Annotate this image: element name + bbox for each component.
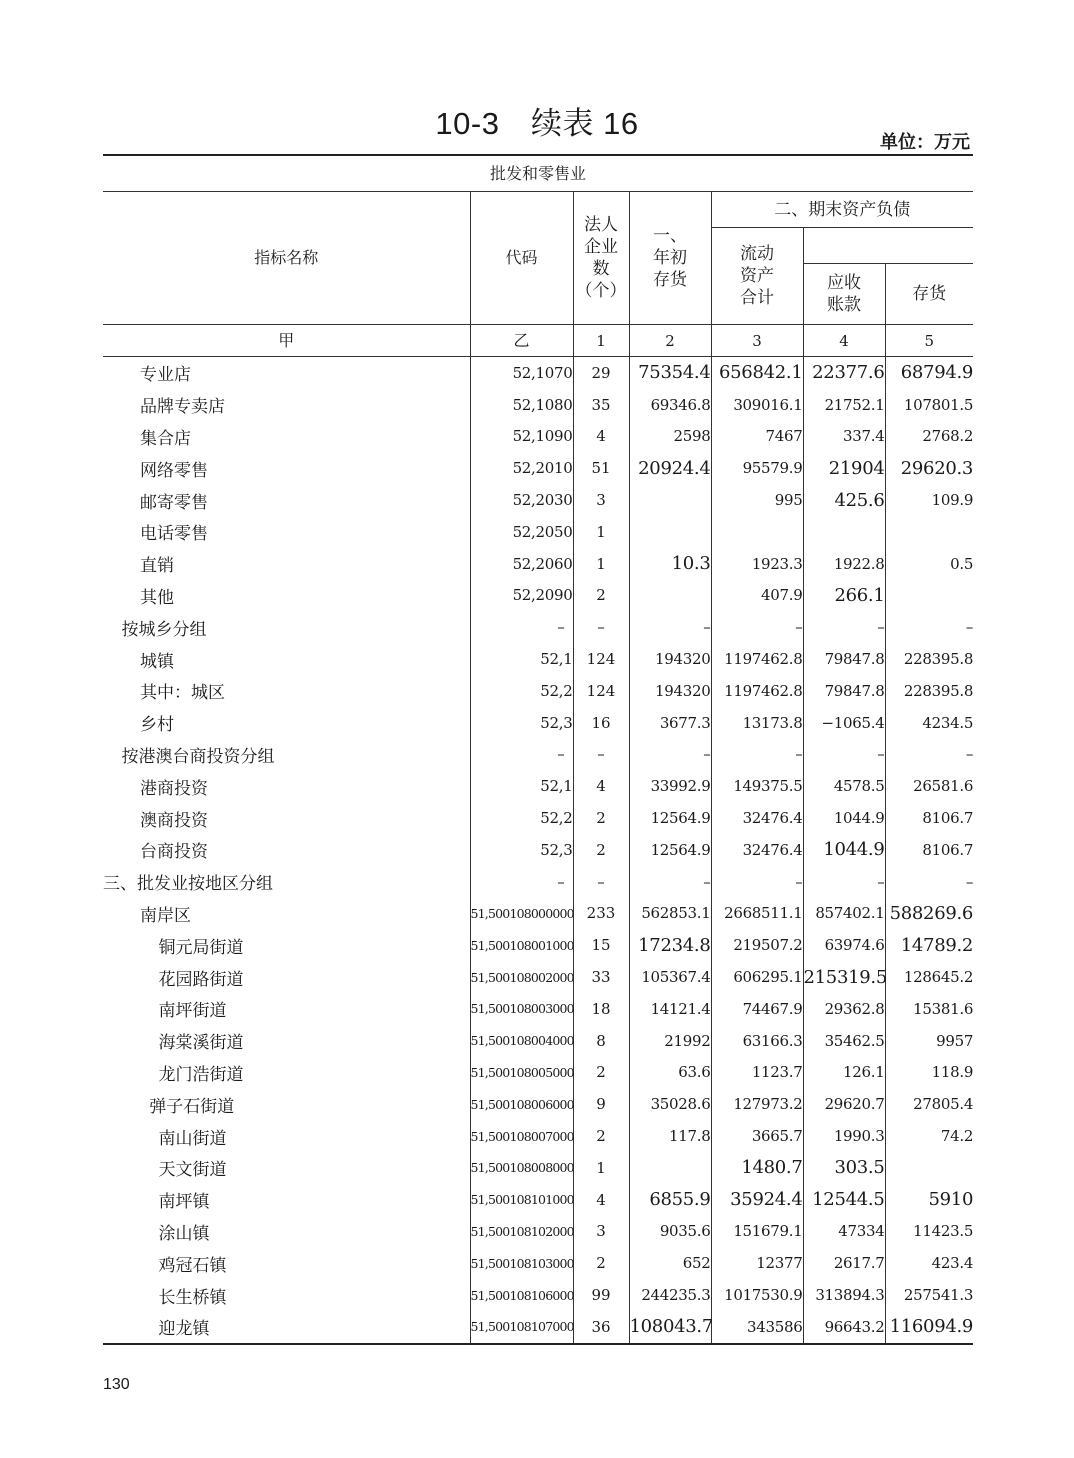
page-number: 130 <box>103 1376 130 1393</box>
row-name: 三、批发业按地区分组 <box>103 874 273 895</box>
table-row <box>103 1057 973 1089</box>
row-count: 35 <box>573 389 629 421</box>
row-value-2: 244235.3 <box>629 1279 711 1311</box>
table-row <box>103 707 973 739</box>
row-code: 51,500108000000 <box>470 898 573 930</box>
table-row <box>103 739 973 771</box>
row-count: 16 <box>573 707 629 739</box>
index-cell: 3 <box>711 325 803 357</box>
row-name: 南坪镇 <box>158 1192 210 1213</box>
row-value-3: 2668511.1 <box>711 898 803 930</box>
row-value-5: 68794.9 <box>885 357 973 389</box>
row-name: 港商投资 <box>140 778 208 799</box>
row-count: 36 <box>573 1311 629 1344</box>
row-code: 52,2050 <box>470 516 573 548</box>
row-value-3: 32476.4 <box>711 802 803 834</box>
row-value-5: 9957 <box>885 1025 973 1057</box>
row-code: 52,2 <box>470 675 573 707</box>
row-value-4: – <box>803 739 885 771</box>
row-count: 124 <box>573 675 629 707</box>
row-value-2: 63.6 <box>629 1057 711 1089</box>
row-value-3: 219507.2 <box>711 929 803 961</box>
table-row <box>103 357 973 389</box>
row-code: 51,500108001000 <box>470 929 573 961</box>
row-name: 天文街道 <box>158 1160 227 1181</box>
row-value-2: – <box>629 866 711 898</box>
row-value-2: 10.3 <box>629 548 711 580</box>
row-value-5: 228395.8 <box>885 675 973 707</box>
row-name: 其中：城区 <box>140 683 225 704</box>
row-name: 海棠溪街道 <box>158 1033 244 1054</box>
row-value-5: 4234.5 <box>885 707 973 739</box>
row-name: 迎龙镇 <box>103 1311 470 1344</box>
row-value-3: – <box>711 611 803 643</box>
row-name: 直销 <box>140 556 174 577</box>
row-name: 按城乡分组 <box>121 619 207 640</box>
row-value-4: 21752.1 <box>803 389 885 421</box>
row-code: 51,500108004000 <box>470 1025 573 1057</box>
row-name: 按港澳台商投资分组 <box>121 746 275 767</box>
row-value-4: 2617.7 <box>803 1247 885 1279</box>
row-value-5: 15381.6 <box>885 993 973 1025</box>
row-value-5: 257541.3 <box>885 1279 973 1311</box>
table-row <box>103 1088 973 1120</box>
row-code: 52,2090 <box>470 580 573 612</box>
row-value-5: 14789.2 <box>885 929 973 961</box>
row-value-4 <box>803 516 885 548</box>
table-row <box>103 834 973 866</box>
row-count: 9 <box>573 1088 629 1120</box>
row-code: 52,1090 <box>470 421 573 453</box>
row-value-3: 151679.1 <box>711 1216 803 1248</box>
row-value-5: 588269.6 <box>885 898 973 930</box>
row-value-3: 3665.7 <box>711 1120 803 1152</box>
row-value-3: 1480.7 <box>711 1152 803 1184</box>
row-name: 涂山镇 <box>158 1223 210 1244</box>
row-value-3: 95579.9 <box>711 452 803 484</box>
row-code: 51,500108003000 <box>470 993 573 1025</box>
row-value-2: 69346.8 <box>629 389 711 421</box>
page-title: 10-3 续表 16 <box>435 106 639 141</box>
index-cell: 甲 <box>103 325 470 357</box>
row-value-5: 8106.7 <box>885 802 973 834</box>
row-value-2: 14121.4 <box>629 993 711 1025</box>
row-count: 2 <box>573 1247 629 1279</box>
row-value-3: 74467.9 <box>711 993 803 1025</box>
row-count: – <box>573 866 629 898</box>
row-value-3: 1123.7 <box>711 1057 803 1089</box>
row-count: – <box>573 739 629 771</box>
header-current-assets: 流动 资产 合计 <box>711 228 803 325</box>
row-value-2 <box>629 580 711 612</box>
row-value-3: 12377 <box>711 1247 803 1279</box>
row-count: 4 <box>573 770 629 802</box>
row-name: 花园路街道 <box>158 969 244 990</box>
row-code: 51,500108005000 <box>470 1057 573 1089</box>
row-name: 南岸区 <box>140 905 191 926</box>
row-value-4: 337.4 <box>803 421 885 453</box>
row-value-2: 20924.4 <box>629 452 711 484</box>
row-code: 51,500108002000 <box>470 961 573 993</box>
row-value-4: – <box>803 866 885 898</box>
row-value-2: 6855.9 <box>629 1184 711 1216</box>
row-value-4: 22377.6 <box>803 357 885 389</box>
row-value-3: 149375.5 <box>711 770 803 802</box>
table-row <box>103 1152 973 1184</box>
row-name: 南坪街道 <box>158 1001 227 1022</box>
row-value-4: 29620.7 <box>803 1088 885 1120</box>
row-count: 4 <box>573 1184 629 1216</box>
row-value-2: 562853.1 <box>629 898 711 930</box>
row-value-2: 105367.4 <box>629 961 711 993</box>
row-count: 2 <box>573 802 629 834</box>
header-opening-inventory: 一、 年初 存货 <box>629 192 711 325</box>
row-value-2: 21992 <box>629 1025 711 1057</box>
row-value-4: 35462.5 <box>803 1025 885 1057</box>
row-value-4: 96643.2 <box>803 1311 885 1344</box>
table-row <box>103 675 973 707</box>
row-value-5: – <box>885 739 973 771</box>
row-value-2: 33992.9 <box>629 770 711 802</box>
row-value-2: – <box>629 739 711 771</box>
row-code: 52,2060 <box>470 548 573 580</box>
row-value-4: 79847.8 <box>803 643 885 675</box>
row-value-2: 75354.4 <box>629 357 711 389</box>
index-cell: 乙 <box>470 325 573 357</box>
row-value-4: 4578.5 <box>803 770 885 802</box>
row-value-2: 194320 <box>629 643 711 675</box>
header-count: 法人 企业 数 （个） <box>573 192 629 325</box>
row-value-2: 35028.6 <box>629 1088 711 1120</box>
row-value-5: 128645.2 <box>885 961 973 993</box>
row-count: 3 <box>573 484 629 516</box>
table-row <box>103 1216 973 1248</box>
row-count: 2 <box>573 1057 629 1089</box>
row-code: 52,1 <box>470 643 573 675</box>
row-value-2 <box>629 516 711 548</box>
row-value-3: 1017530.9 <box>711 1279 803 1311</box>
table-row <box>103 993 973 1025</box>
row-value-3: – <box>711 739 803 771</box>
row-count: 2 <box>573 834 629 866</box>
index-cell: 1 <box>573 325 629 357</box>
row-value-4: 266.1 <box>803 580 885 612</box>
row-code: 51,500108006000 <box>470 1088 573 1120</box>
row-value-4: 1044.9 <box>803 834 885 866</box>
row-count: 3 <box>573 1216 629 1248</box>
row-value-3: 656842.1 <box>711 357 803 389</box>
row-name: 网络零售 <box>140 460 208 481</box>
row-value-3: 63166.3 <box>711 1025 803 1057</box>
row-name: 专业店 <box>140 365 191 386</box>
row-value-3 <box>711 516 803 548</box>
row-value-3: 1197462.8 <box>711 643 803 675</box>
header-balance-group: 二、期末资产负债 <box>711 192 973 228</box>
row-code: 52,2030 <box>470 484 573 516</box>
table-row <box>103 421 973 453</box>
table-row <box>103 929 973 961</box>
index-cell: 5 <box>885 325 973 357</box>
row-value-4: 29362.8 <box>803 993 885 1025</box>
row-value-3: 995 <box>711 484 803 516</box>
row-name: 弹子石街道 <box>149 1096 235 1117</box>
row-count: 2 <box>573 580 629 612</box>
row-name: 邮寄零售 <box>140 492 208 513</box>
row-code: 51,500108007000 <box>470 1120 573 1152</box>
row-value-5: 228395.8 <box>885 643 973 675</box>
row-value-4: 857402.1 <box>803 898 885 930</box>
row-name: 品牌专卖店 <box>140 397 225 418</box>
row-code: 52,1080 <box>470 389 573 421</box>
row-value-5: 11423.5 <box>885 1216 973 1248</box>
row-value-5: 423.4 <box>885 1247 973 1279</box>
row-value-4: 126.1 <box>803 1057 885 1089</box>
row-count: 1 <box>573 548 629 580</box>
row-code: 52,3 <box>470 707 573 739</box>
row-name: 铜元局街道 <box>158 937 244 958</box>
row-value-3: 35924.4 <box>711 1184 803 1216</box>
row-value-3: 606295.1 <box>711 961 803 993</box>
row-value-3: 343586 <box>711 1311 803 1344</box>
row-value-2: 12564.9 <box>629 834 711 866</box>
row-value-5: – <box>885 866 973 898</box>
table-row <box>103 516 973 548</box>
table-row <box>103 484 973 516</box>
row-code: 52,1070 <box>470 357 573 389</box>
row-name: 长生桥镇 <box>158 1287 227 1308</box>
table-row <box>103 1184 973 1216</box>
row-value-4: 215319.5 <box>803 961 885 993</box>
table-row <box>103 898 973 930</box>
row-count: – <box>573 611 629 643</box>
row-count: 2 <box>573 1120 629 1152</box>
row-value-3: 1197462.8 <box>711 675 803 707</box>
row-code: 51,500108103000 <box>470 1247 573 1279</box>
table-row <box>103 1311 973 1344</box>
row-value-3: 127973.2 <box>711 1088 803 1120</box>
row-value-3: 1923.3 <box>711 548 803 580</box>
row-name: 集合店 <box>140 428 191 449</box>
row-value-4: −1065.4 <box>803 707 885 739</box>
index-cell: 4 <box>803 325 885 357</box>
row-count: 4 <box>573 421 629 453</box>
row-name: 台商投资 <box>140 842 208 863</box>
row-value-5: 74.2 <box>885 1120 973 1152</box>
row-count: 233 <box>573 898 629 930</box>
header-receivables: 应收 账款 <box>803 264 885 325</box>
row-code: 52,3 <box>470 834 573 866</box>
row-value-3: 7467 <box>711 421 803 453</box>
row-value-5: 109.9 <box>885 484 973 516</box>
row-name: 其他 <box>140 587 174 608</box>
row-value-3: 407.9 <box>711 580 803 612</box>
row-count: 1 <box>573 516 629 548</box>
row-value-2 <box>629 1152 711 1184</box>
index-cell: 2 <box>629 325 711 357</box>
row-value-5: 2768.2 <box>885 421 973 453</box>
row-count: 1 <box>573 1152 629 1184</box>
table-row <box>103 1279 973 1311</box>
table-row <box>103 548 973 580</box>
row-value-5: 116094.9 <box>885 1311 973 1344</box>
row-code: 51,500108102000 <box>470 1216 573 1248</box>
row-value-4: 1922.8 <box>803 548 885 580</box>
row-value-4: 425.6 <box>803 484 885 516</box>
row-name: 澳商投资 <box>140 810 208 831</box>
row-value-5: 5910 <box>885 1184 973 1216</box>
row-count: 8 <box>573 1025 629 1057</box>
row-count: 99 <box>573 1279 629 1311</box>
row-value-4: 63974.6 <box>803 929 885 961</box>
table-row <box>103 580 973 612</box>
row-value-4: 12544.5 <box>803 1184 885 1216</box>
row-count: 15 <box>573 929 629 961</box>
table-row <box>103 643 973 675</box>
row-value-5: – <box>885 611 973 643</box>
row-value-2: – <box>629 611 711 643</box>
row-count: 33 <box>573 961 629 993</box>
row-value-2: 108043.7 <box>629 1311 711 1344</box>
row-value-5 <box>885 516 973 548</box>
row-value-4: 47334 <box>803 1216 885 1248</box>
row-value-5: 29620.3 <box>885 452 973 484</box>
row-value-3: 309016.1 <box>711 389 803 421</box>
row-code: 51,500108101000 <box>470 1184 573 1216</box>
table-row <box>103 1025 973 1057</box>
statistics-table <box>103 154 973 1345</box>
row-value-5: 107801.5 <box>885 389 973 421</box>
table-row <box>103 770 973 802</box>
row-value-4: 1990.3 <box>803 1120 885 1152</box>
row-value-5: 26581.6 <box>885 770 973 802</box>
row-value-5: 8106.7 <box>885 834 973 866</box>
row-name: 鸡冠石镇 <box>158 1255 227 1276</box>
row-value-2: 117.8 <box>629 1120 711 1152</box>
row-value-2: 17234.8 <box>629 929 711 961</box>
row-name: 南山街道 <box>158 1128 227 1149</box>
table-row <box>103 1120 973 1152</box>
row-value-2: 652 <box>629 1247 711 1279</box>
header-name: 指标名称 <box>103 192 470 325</box>
row-code: 51,500108107000 <box>470 1311 573 1344</box>
header-inventory: 存货 <box>885 264 973 325</box>
row-value-4: – <box>803 611 885 643</box>
row-value-3: 32476.4 <box>711 834 803 866</box>
unit-label: 单位：万元 <box>880 132 970 152</box>
row-code: 51,500108106000 <box>470 1279 573 1311</box>
row-value-2: 12564.9 <box>629 802 711 834</box>
table-row <box>103 802 973 834</box>
row-value-5 <box>885 580 973 612</box>
row-value-5: 27805.4 <box>885 1088 973 1120</box>
row-value-2: 194320 <box>629 675 711 707</box>
row-code: 52,1 <box>470 770 573 802</box>
row-count: 51 <box>573 452 629 484</box>
row-value-3: – <box>711 866 803 898</box>
row-count: 124 <box>573 643 629 675</box>
row-value-3: 13173.8 <box>711 707 803 739</box>
row-code: – <box>470 611 573 643</box>
table-row <box>103 961 973 993</box>
row-name: 电话零售 <box>140 524 208 545</box>
row-value-4: 1044.9 <box>803 802 885 834</box>
table-row <box>103 611 973 643</box>
table-row <box>103 866 973 898</box>
header-blank <box>803 228 973 264</box>
row-value-2: 3677.3 <box>629 707 711 739</box>
section-header: 批发和零售业 <box>103 155 973 192</box>
row-code: – <box>470 866 573 898</box>
row-value-2: 9035.6 <box>629 1216 711 1248</box>
row-value-4: 21904 <box>803 452 885 484</box>
row-name: 龙门浩街道 <box>158 1064 244 1085</box>
table-row <box>103 1247 973 1279</box>
row-code: 51,500108008000 <box>470 1152 573 1184</box>
row-value-4: 313894.3 <box>803 1279 885 1311</box>
row-value-5 <box>885 1152 973 1184</box>
row-value-2 <box>629 484 711 516</box>
table-row <box>103 389 973 421</box>
row-name: 乡村 <box>140 715 174 736</box>
row-code: – <box>470 739 573 771</box>
row-value-4: 303.5 <box>803 1152 885 1184</box>
row-value-2: 2598 <box>629 421 711 453</box>
row-value-4: 79847.8 <box>803 675 885 707</box>
row-count: 29 <box>573 357 629 389</box>
table-row <box>103 452 973 484</box>
header-code: 代码 <box>470 192 573 325</box>
row-value-5: 118.9 <box>885 1057 973 1089</box>
row-count: 18 <box>573 993 629 1025</box>
row-code: 52,2 <box>470 802 573 834</box>
row-code: 52,2010 <box>470 452 573 484</box>
row-value-5: 0.5 <box>885 548 973 580</box>
row-name: 城镇 <box>140 651 174 672</box>
